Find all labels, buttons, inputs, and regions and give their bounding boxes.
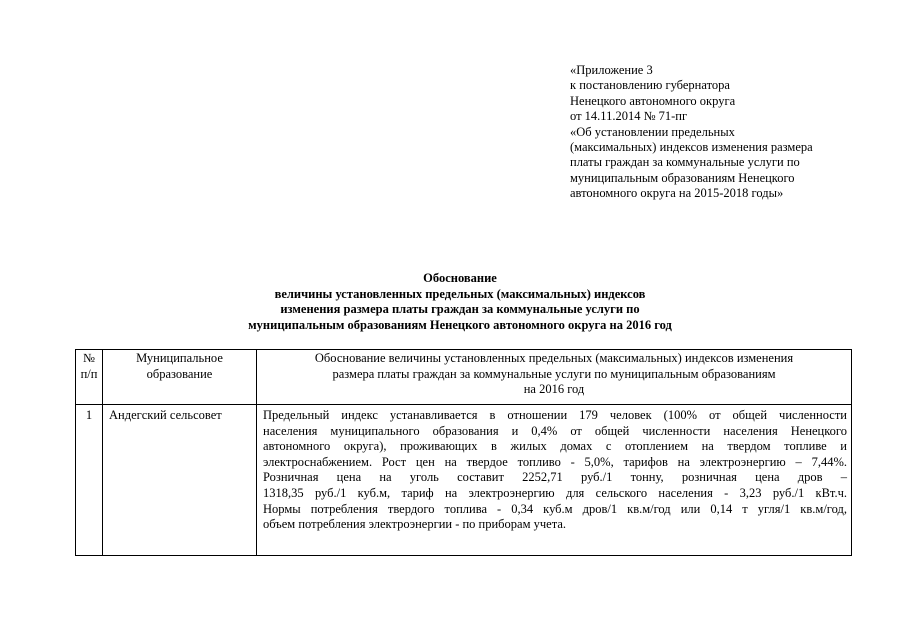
title-line: Обоснование (423, 271, 497, 285)
appendix-line: к постановлению губернатора (570, 78, 730, 93)
appendix-line: Ненецкого автономного округа (570, 93, 736, 108)
title-line: муниципальным образованиям Ненецкого автономного округа на 2016 год (248, 317, 672, 332)
header-basis: Обоснование величины установленных предельных (максимальных) индексов изменения размера платы граждан за коммунальные услуги по муниципальным образованиям на 2016 год (257, 350, 852, 405)
basis-line: 1318,35 руб./1 куб.м, тариф на электроэнергию для сельского населения - 3,23 руб./1 кВт.ч. (263, 485, 847, 500)
basis-line: Нормы потребления твердого топлива - 0,34 куб.м дров/1 кв.м/год или 0,14 т угля/1 кв.м/год, (263, 501, 847, 516)
row-number: 1 (76, 405, 103, 556)
basis-line: Розничная цена на уголь составит 2252,71 руб./1 тонну, розничная цена дров – (263, 470, 847, 485)
title-line: величины установленных предельных (максимальных) индексов (274, 286, 646, 301)
appendix-line: от 14.11.2014 № 71-пг (570, 109, 688, 124)
basis-line: электроснабжением. Рост цен на твердое топливо - 5,0%, тарифов на электроэнергию – 7,44%. (263, 454, 847, 469)
header-municipality: Муниципальное образование (103, 350, 257, 405)
appendix-line: платы граждан за коммунальные услуги по (570, 155, 800, 170)
header-num: № п/п (76, 350, 103, 405)
appendix-line: муниципальным образованиям Ненецкого (570, 170, 795, 185)
basis-text (257, 405, 852, 556)
document-title (60, 271, 860, 333)
table-header-row (76, 350, 852, 405)
basis-line: населения муниципального образования и 0,4% от общей численности населения Ненецкого (263, 423, 847, 438)
justification-table (75, 349, 852, 556)
appendix-line: «Об установлении предельных (570, 124, 735, 139)
appendix-line: (максимальных) индексов изменения размера (570, 140, 813, 155)
municipality-name: Андегский сельсовет (103, 405, 257, 556)
basis-line: автономного округа), проживающих в жилых домах с отоплением на твердом топливе и (263, 439, 847, 454)
title-line: изменения размера платы граждан за коммунальные услуги по (280, 302, 640, 317)
appendix-line: автономного округа на 2015-2018 годы» (570, 186, 784, 201)
basis-line: Предельный индекс устанавливается в отношении 179 человек (100% от общей численности (263, 408, 847, 422)
appendix-note (570, 63, 890, 202)
table-row (76, 405, 852, 556)
basis-line: объем потребления электроэнергии - по приборам учета. (263, 517, 567, 532)
appendix-line: «Приложение 3 (570, 63, 653, 77)
